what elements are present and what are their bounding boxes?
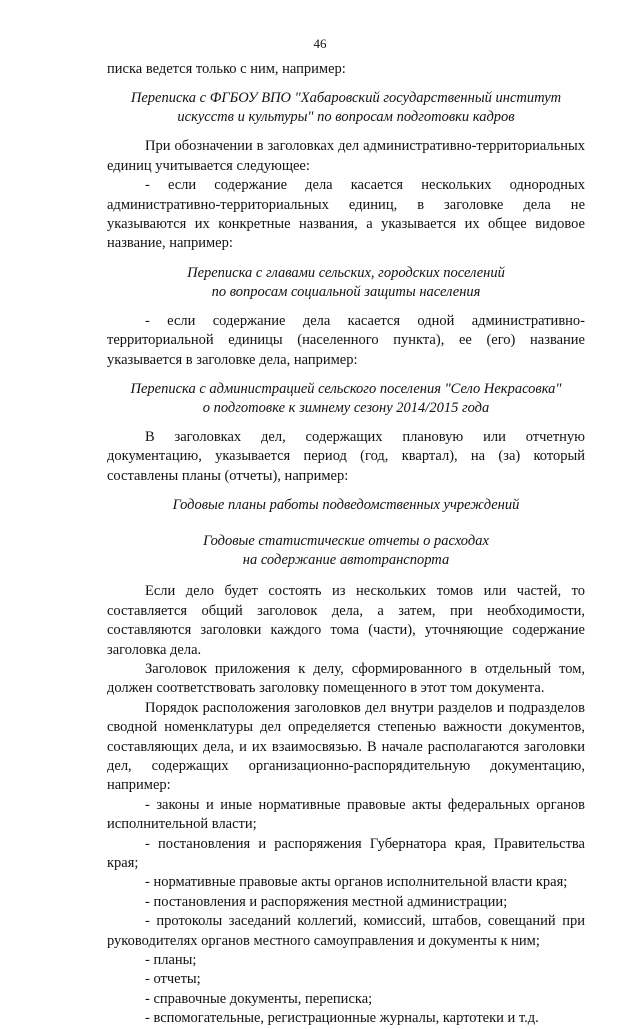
example-line: на содержание автотранспорта <box>242 552 450 569</box>
list-item: - протоколы заседаний коллегий, комиссий, штабов, совещаний при руководителях органов местного самоуправления и документы к ним; <box>107 913 585 949</box>
example-heading <box>107 264 585 302</box>
list-item: - законы и иные нормативные правовые акты федеральных органов исполнительной власти; <box>107 796 585 833</box>
list-item: - если содержание дела касается одной административно-территориальной единицы (населенного пункта), ее (его) название указывается в заголовке дела, например: <box>107 312 585 368</box>
example-line: Годовые планы работы подведомственных учреждений <box>172 497 520 514</box>
list-item: - вспомогательные, регистрационные журналы, картотеки и т.д. <box>145 1010 539 1027</box>
example-heading <box>107 532 585 570</box>
list-item: - постановления и распоряжения местной администрации; <box>145 893 508 910</box>
list-item: - если содержание дела касается нескольких однородных административно-территориальных единиц, в заголовке дела не указываются их конкретные названия, а указывается их общее видовое название, например: <box>107 177 585 252</box>
example-heading <box>107 89 585 127</box>
paragraph: В заголовках дел, содержащих плановую или отчетную документацию, указывается период (год, квартал), на (за) который составлены планы (отчеты), например: <box>107 429 585 484</box>
list-item: - отчеты; <box>145 971 201 988</box>
page-number: 46 <box>313 36 327 51</box>
example-line: о подготовке к зимнему сезону 2014/2015 года <box>202 400 490 417</box>
example-line: Переписка с ФГБОУ ВПО "Хабаровский государственный институт <box>130 90 562 107</box>
list-item: - справочные документы, переписка; <box>145 990 373 1007</box>
list-item: - планы; <box>145 952 197 968</box>
paragraph: При обозначении в заголовках дел административно-территориальных единиц учитывается следующее: <box>107 138 585 174</box>
example-line: Переписка с администрацией сельского поселения "Село Некрасовка" <box>130 381 562 398</box>
list-item: - нормативные правовые акты органов исполнительной власти края; <box>145 874 568 891</box>
page-body <box>107 60 585 1029</box>
paragraph: Порядок расположения заголовков дел внутри разделов и подразделов сводной номенклатуры дел определяется степенью важности документов, составляющих дела, и их взаимосвязью. В начале располагаются заголовки дел, содержащих организационно-распорядительную документацию, например: <box>107 699 585 794</box>
example-line: Годовые статистические отчеты о расходах <box>203 533 489 550</box>
paragraph: Если дело будет состоять из нескольких томов или частей, то составляется общий заголовок дела, а затем, при необходимости, составляются заголовки каждого тома (части), уточняющие содержание заголовка дела. <box>107 583 585 658</box>
example-line: Переписка с главами сельских, городских поселений <box>187 264 505 281</box>
example-line: искусств и культуры" по вопросам подготовки кадров <box>177 109 515 126</box>
example-heading <box>107 496 585 515</box>
example-heading <box>107 380 585 418</box>
paragraph: писка ведется только с ним, например: <box>107 61 346 77</box>
paragraph: Заголовок приложения к делу, сформированного в отдельный том, должен соответствовать заголовку помещенного в этот том документа. <box>107 660 585 697</box>
example-line: по вопросам социальной защиты населения <box>211 283 481 300</box>
list-item: - постановления и распоряжения Губернатора края, Правительства края; <box>107 835 585 871</box>
